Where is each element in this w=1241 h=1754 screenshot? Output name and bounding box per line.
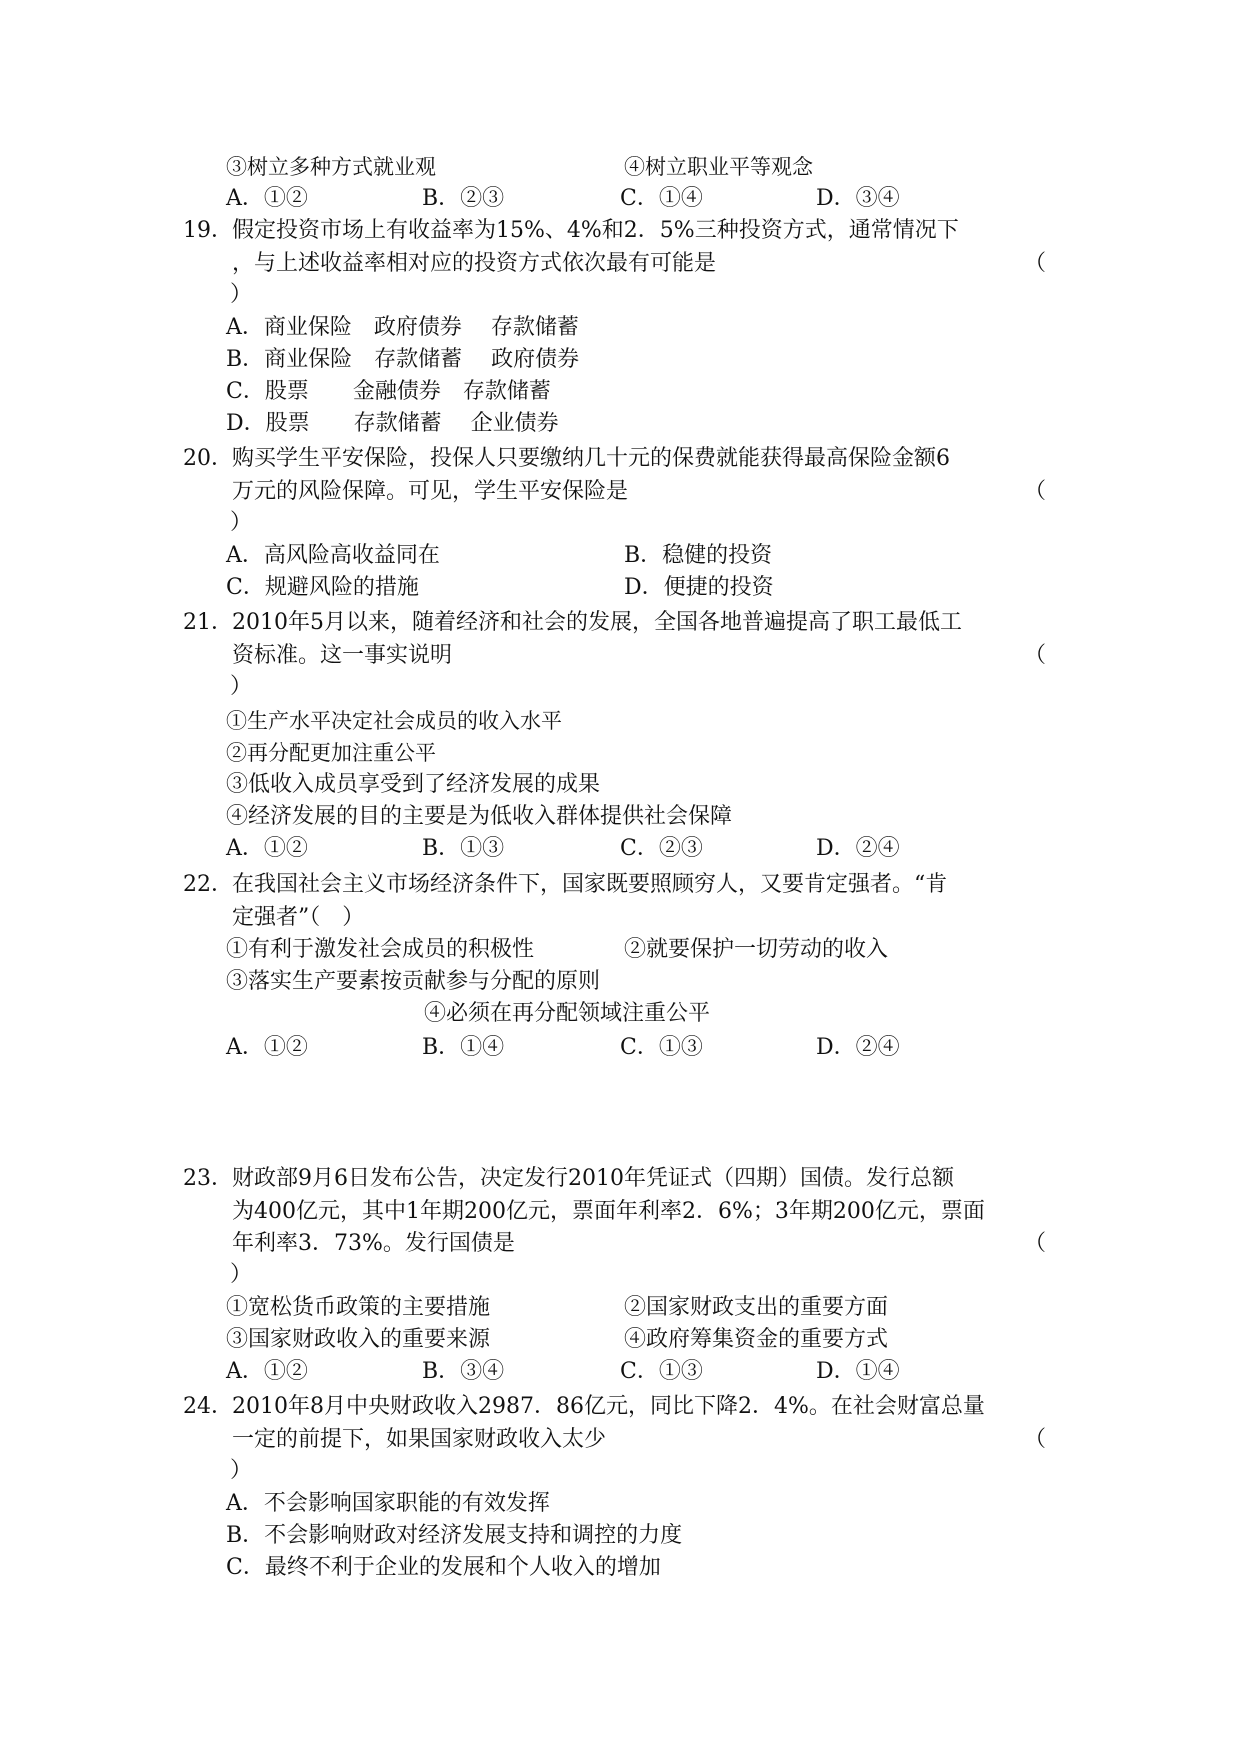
- prev-option-d: D．③④: [816, 186, 900, 211]
- question-23-item-3: ③国家财政收入的重要来源: [226, 1327, 491, 1352]
- question-19-choice-b: B．商业保险 存款储蓄 政府债券: [226, 347, 580, 372]
- question-20-line-1: 购买学生平安保险，投保人只要缴纳几十元的保费就能获得最高保险金额6: [232, 446, 950, 471]
- question-24-choice-b: B．不会影响财政对经济发展支持和调控的力度: [226, 1523, 683, 1548]
- question-20-paren-close: ）: [230, 510, 253, 535]
- prev-item-4: ④树立职业平等观念: [624, 155, 813, 179]
- question-24-paren-close: ）: [230, 1458, 253, 1483]
- prev-option-a: A．①②: [226, 186, 308, 211]
- question-19-choice-d: D．股票 存款储蓄 企业债券: [226, 411, 559, 436]
- question-23-option-a: A．①②: [226, 1359, 308, 1384]
- question-19-paren-close: ）: [230, 282, 253, 307]
- question-24-choice-c: C．最终不利于企业的发展和个人收入的增加: [226, 1555, 661, 1580]
- question-23-option-d: D．①④: [816, 1359, 900, 1384]
- prev-option-b: B．②③: [422, 186, 505, 211]
- question-21-number: 21．: [183, 610, 233, 635]
- question-22-line-2: 定强者”（ ）: [232, 905, 365, 930]
- question-22-line-1: 在我国社会主义市场经济条件下，国家既要照顾穷人，又要肯定强者。“肯: [232, 872, 948, 897]
- question-23-line-2: 为400亿元，其中1年期200亿元，票面年利率2．6%；3年期200亿元，票面: [232, 1199, 985, 1224]
- question-21-option-c: C．②③: [620, 836, 703, 861]
- question-20-choice-c: C．规避风险的措施: [226, 575, 419, 600]
- question-20-paren-open: （: [1024, 479, 1047, 504]
- question-19-paren-open: （: [1024, 251, 1047, 276]
- question-23-paren-close: ）: [230, 1262, 253, 1287]
- question-24-choice-a: A．不会影响国家职能的有效发挥: [226, 1491, 550, 1516]
- question-21-line-2: 资标准。这一事实说明: [232, 643, 453, 668]
- question-23-line-1: 财政部9月6日发布公告，决定发行2010年凭证式（四期）国债。发行总额: [232, 1166, 954, 1191]
- question-21-paren-open: （: [1024, 643, 1047, 668]
- question-24-paren-open: （: [1024, 1427, 1047, 1452]
- question-23-paren-open: （: [1024, 1231, 1047, 1256]
- question-20-choice-d: D．便捷的投资: [624, 575, 774, 600]
- question-20-line-2: 万元的风险保障。可见，学生平安保险是: [232, 479, 629, 504]
- question-21-item-4: ④经济发展的目的主要是为低收入群体提供社会保障: [226, 804, 733, 829]
- question-22-item-4: ④必须在再分配领域注重公平: [424, 1001, 711, 1026]
- question-23-option-b: B．③④: [422, 1359, 505, 1384]
- question-19-line-1: 假定投资市场上有收益率为15%、4%和2．5%三种投资方式，通常情况下: [232, 218, 959, 243]
- question-19-number: 19．: [183, 218, 233, 243]
- question-20-choice-a: A．高风险高收益同在: [226, 543, 440, 568]
- question-21-option-d: D．②④: [816, 836, 900, 861]
- question-23-item-1: ①宽松货币政策的主要措施: [226, 1295, 491, 1320]
- question-23-number: 23．: [183, 1166, 233, 1191]
- question-22-option-c: C．①③: [620, 1035, 703, 1060]
- question-20-choice-b: B．稳健的投资: [624, 543, 773, 568]
- question-22-option-d: D．②④: [816, 1035, 900, 1060]
- question-21-item-2: ②再分配更加注重公平: [226, 741, 436, 765]
- question-22-item-2: ②就要保护一切劳动的收入: [624, 937, 889, 962]
- prev-option-c: C．①④: [620, 186, 703, 211]
- question-19-choice-c: C．股票 金融债券 存款储蓄: [226, 379, 551, 404]
- prev-item-3: ③树立多种方式就业观: [226, 155, 436, 179]
- question-22-option-b: B．①④: [422, 1035, 505, 1060]
- question-22-number: 22．: [183, 872, 233, 897]
- question-19-line-2: ，与上述收益率相对应的投资方式依次最有可能是: [232, 251, 717, 276]
- question-24-line-1: 2010年8月中央财政收入2987．86亿元，同比下降2．4%。在社会财富总量: [232, 1394, 985, 1419]
- question-22-option-a: A．①②: [226, 1035, 308, 1060]
- question-21-item-1: ①生产水平决定社会成员的收入水平: [226, 709, 562, 733]
- question-23-item-4: ④政府筹集资金的重要方式: [624, 1327, 889, 1352]
- question-23-item-2: ②国家财政支出的重要方面: [624, 1295, 889, 1320]
- question-24-number: 24．: [183, 1394, 233, 1419]
- question-23-line-3: 年利率3．73%。发行国债是: [232, 1231, 515, 1256]
- question-21-paren-close: ）: [230, 674, 253, 699]
- question-22-item-3: ③落实生产要素按贡献参与分配的原则: [226, 969, 601, 994]
- question-24-line-2: 一定的前提下，如果国家财政收入太少: [232, 1427, 607, 1452]
- question-23-option-c: C．①③: [620, 1359, 703, 1384]
- question-21-line-1: 2010年5月以来，随着经济和社会的发展，全国各地普遍提高了职工最低工: [232, 610, 962, 635]
- question-21-item-3: ③低收入成员享受到了经济发展的成果: [226, 772, 601, 797]
- question-21-option-a: A．①②: [226, 836, 308, 861]
- question-22-item-1: ①有利于激发社会成员的积极性: [226, 937, 535, 962]
- question-21-option-b: B．①③: [422, 836, 505, 861]
- question-19-choice-a: A．商业保险 政府债券 存款储蓄: [226, 315, 579, 340]
- question-20-number: 20．: [183, 446, 233, 471]
